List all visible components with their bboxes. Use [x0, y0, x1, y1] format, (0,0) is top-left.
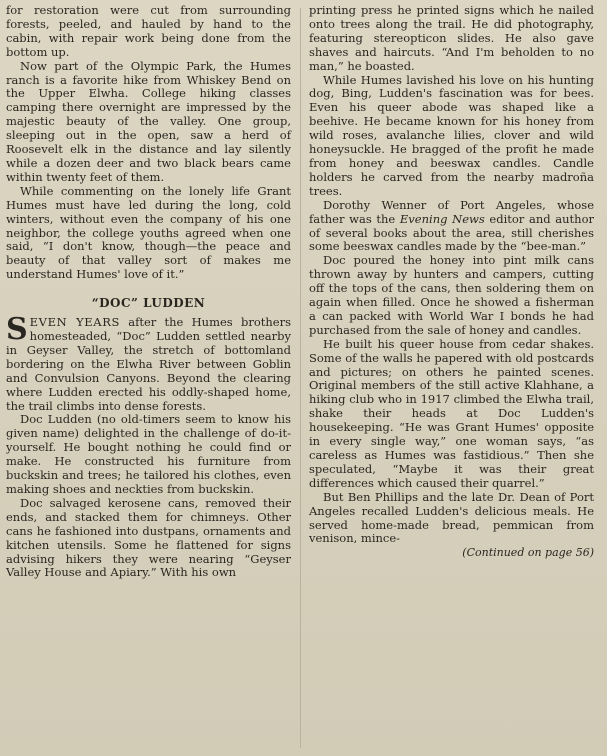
paragraph: for restoration were cut from surrounding forests, peeled, and hauled by hand to the cabin, with repair work being done from the bottom up.	[6, 3, 291, 59]
paragraph-text: editor and author of several books about the area, still cherishes some beeswax candles made by the “bee-man.”	[309, 211, 594, 254]
drop-cap: S	[6, 312, 28, 348]
paragraph: Now part of the Olympic Park, the Humes ranch is a favorite hike from Whiskey Bend on the Upper Elwha. College hiking classes camping there overnight are impressed by the majestic beauty of the valley. One group, sleeping out in the open, saw a herd of Roosevelt elk in the distance and lay silently while a dozen deer and two black bears came within twenty feet of them.	[6, 58, 291, 184]
paragraph: Doc Ludden (no old-timers seem to know his given name) delighted in the challenge of do-it-yourself. He bought nothing he could find or make. He constructed his furniture from buckskin and trees; he tailored his clothes, even making shoes and neckties from buckskin.	[6, 412, 291, 496]
continued-note: (Continued on page 56)	[462, 546, 594, 560]
paragraph-text: Dorothy Wenner of Port Angeles, whose father was the	[309, 197, 594, 226]
paragraph: He built his queer house from cedar shakes. Some of the walls he papered with old postcards and pictures; on others he painted scenes. Original members of the still active Klahhane, a hiking club who in 1917 climbed the Elwha trail, shake their heads at Doc Ludden's housekeeping. “He was Grant Humes' opposite in every single way,” one woman says, “as careless as Humes was fastidious.” Then she speculated, “Maybe it was their great differences which caused their quarrel.”	[309, 336, 594, 490]
paragraph: But Ben Phillips and the late Dr. Dean of Port Angeles recalled Ludden's delicious meals. He served home-made bread, pemmican from venison, mince-	[309, 489, 594, 546]
right-column	[309, 4, 594, 560]
left-column	[6, 4, 291, 580]
paragraph	[6, 312, 291, 413]
newspaper-title: Evening News	[399, 211, 485, 226]
paragraph	[309, 199, 594, 255]
paragraph: While commenting on the lonely life Grant Humes must have led during the long, cold winters, without even the company of his one neighbor, the college youths agreed when one said, “I don't know, though—the peace and beauty of that valley sort of makes me understand Humes' love of it.”	[6, 183, 291, 282]
paragraph: printing press he printed signs which he nailed onto trees along the trail. He did photography, featuring stereopticon slides. He also gave shaves and haircuts. “And I'm beholden to no man,” he boasted.	[309, 3, 594, 73]
opening-caps: EVEN YEARS	[29, 315, 120, 330]
paragraph-text: after the Humes brothers homesteaded, “Doc” Ludden settled nearby in Geyser Valley, the stretch of bottomland bordering on the Elwha River between Goblin and Convulsion Canyons. Beyond the clearing where Ludden erected his oddly-shaped home, the trail climbs into dense forests.	[6, 315, 291, 413]
paragraph: Doc poured the honey into pint milk cans thrown away by hunters and campers, cutting off the tops of the cans, then soldering them on again when filled. Once he showed a fisherman a can packed with World War I bonds he had purchased from the sale of honey and candles.	[309, 253, 594, 337]
paragraph: While Humes lavished his love on his hunting dog, Bing, Ludden's fascination was for bees. Even his queer abode was shaped like a beehive. He became known for his honey from wild roses, avalanche lilies, clover and wild honeysuckle. He bragged of the profit he made from honey and beeswax candles. Candle holders he carved from the nearby madroña trees.	[309, 72, 594, 198]
paragraph: Doc salvaged kerosene cans, removed their ends, and stacked them for chimneys. Other cans he fashioned into dustpans, ornaments and kitchen utensils. Some he flattened for signs advising hikers they were nearing “Geyser Valley House and Apiary.” With his own	[6, 495, 291, 580]
column-divider	[300, 8, 301, 748]
section-heading: “DOC” LUDDEN	[91, 296, 206, 311]
